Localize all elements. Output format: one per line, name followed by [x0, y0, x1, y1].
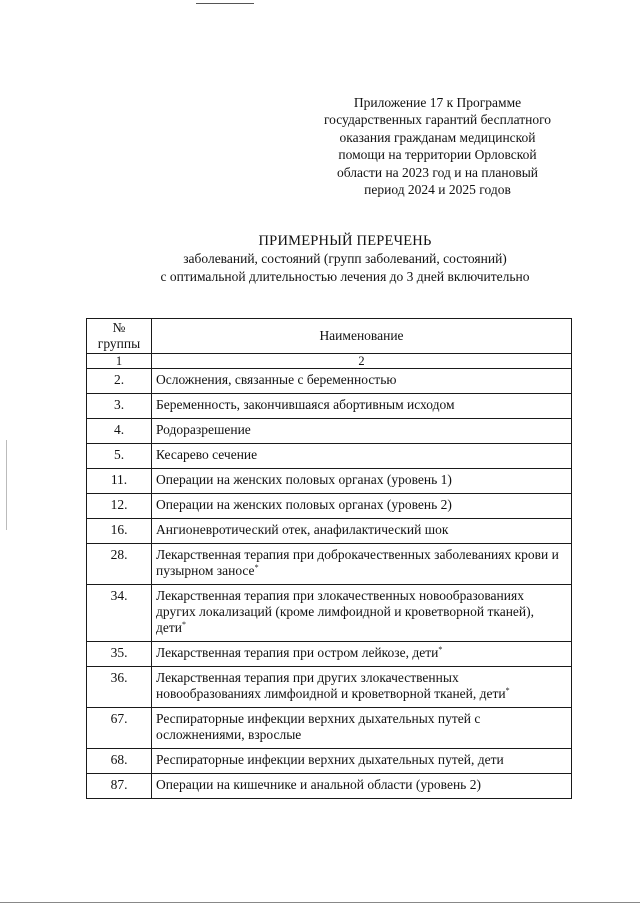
group-number: 16. [87, 519, 152, 544]
page-title: ПРИМЕРНЫЙ ПЕРЕЧЕНЬ [258, 233, 432, 249]
scan-artifact-top [196, 3, 254, 4]
column-header-number-line2: группы [97, 336, 141, 351]
group-number: 28. [87, 544, 152, 585]
group-name [152, 469, 572, 494]
group-number: 34. [87, 585, 152, 642]
group-name [152, 642, 572, 667]
table-row [87, 494, 572, 519]
table-row [87, 544, 572, 585]
group-name-text: Респираторные инфекции верхних дыхательных путей с осложнениями, взрослые [156, 711, 481, 742]
group-number: 5. [87, 444, 152, 469]
group-number: 11. [87, 469, 152, 494]
scan-artifact-bottom [0, 902, 640, 903]
group-name-text: Кесарево сечение [156, 447, 258, 462]
table-row [87, 369, 572, 394]
annex-line: период 2024 и 2025 годов [364, 182, 511, 198]
group-name [152, 585, 572, 642]
table-row [87, 469, 572, 494]
group-number: 35. [87, 642, 152, 667]
group-number: 68. [87, 749, 152, 774]
table-row [87, 444, 572, 469]
annex-line: оказания гражданам медицинской [339, 129, 536, 145]
annex-block [300, 94, 575, 198]
annex-line: государственных гарантий бесплатного [323, 112, 552, 128]
group-number: 3. [87, 394, 152, 419]
group-number: 87. [87, 774, 152, 799]
group-name [152, 444, 572, 469]
group-name [152, 774, 572, 799]
group-name [152, 494, 572, 519]
group-name-text: Лекарственная терапия при доброкачественных заболеваниях крови и пузырном заносе [156, 547, 559, 578]
group-name-text: Беременность, закончившаяся абортивным исходом [156, 397, 455, 412]
subtitle-line-1: заболеваний, состояний (групп заболеваний, состояний) [183, 251, 507, 266]
footnote-marker: * [505, 686, 510, 695]
column-header-name: Наименование [152, 319, 572, 354]
table-header-row [87, 319, 572, 354]
column-index-1: 1 [87, 354, 152, 369]
group-name [152, 667, 572, 708]
group-name-text: Операции на кишечнике и анальной области (уровень 2) [156, 777, 481, 792]
column-index-row [87, 354, 572, 369]
group-name [152, 369, 572, 394]
column-index-2: 2 [152, 354, 572, 369]
footnote-marker: * [182, 620, 186, 629]
group-name [152, 519, 572, 544]
group-name [152, 394, 572, 419]
group-name-text: Операции на женских половых органах (уровень 1) [156, 472, 452, 487]
document-heading [60, 232, 630, 285]
annex-line: помощи на территории Орловской [338, 147, 537, 163]
group-name-text: Родоразрешение [156, 422, 251, 437]
table-row [87, 708, 572, 749]
table-row [87, 394, 572, 419]
table-row [87, 585, 572, 642]
group-number: 4. [87, 419, 152, 444]
table-row [87, 667, 572, 708]
group-name [152, 749, 572, 774]
annex-line: Приложение 17 к Программе [353, 95, 522, 110]
group-number: 12. [87, 494, 152, 519]
footnote-marker: * [438, 645, 443, 654]
table-row [87, 419, 572, 444]
footnote-marker: * [254, 563, 259, 572]
annex-line: области на 2023 год и на плановый [336, 164, 539, 180]
column-header-number-line1: № [112, 320, 126, 335]
table-row [87, 642, 572, 667]
groups-table [86, 318, 572, 799]
table-row [87, 774, 572, 799]
group-name-text: Осложнения, связанные с беременностью [156, 372, 397, 387]
table-row [87, 519, 572, 544]
subtitle-line-2: с оптимальной длительностью лечения до 3 дней включительно [160, 268, 530, 284]
column-header-number [87, 319, 152, 354]
scan-artifact-left [6, 440, 7, 530]
group-name-text: Лекарственная терапия при других злокачественных новообразованиях лимфоидной и кроветворной тканей, дети [156, 670, 506, 701]
group-name-text: Респираторные инфекции верхних дыхательных путей, дети [156, 752, 504, 767]
group-name [152, 708, 572, 749]
table-row [87, 749, 572, 774]
group-number: 2. [87, 369, 152, 394]
group-name-text: Лекарственная терапия при остром лейкозе, дети [156, 645, 439, 660]
group-name-text: Операции на женских половых органах (уровень 2) [156, 497, 452, 512]
group-number: 36. [87, 667, 152, 708]
group-name [152, 419, 572, 444]
group-name-text: Ангионевротический отек, анафилактический шок [156, 522, 449, 537]
group-name [152, 544, 572, 585]
group-number: 67. [87, 708, 152, 749]
group-name-text: Лекарственная терапия при злокачественных новообразованиях других локализаций (кроме лимфоидной и кроветворной тканей), дети [156, 588, 534, 635]
